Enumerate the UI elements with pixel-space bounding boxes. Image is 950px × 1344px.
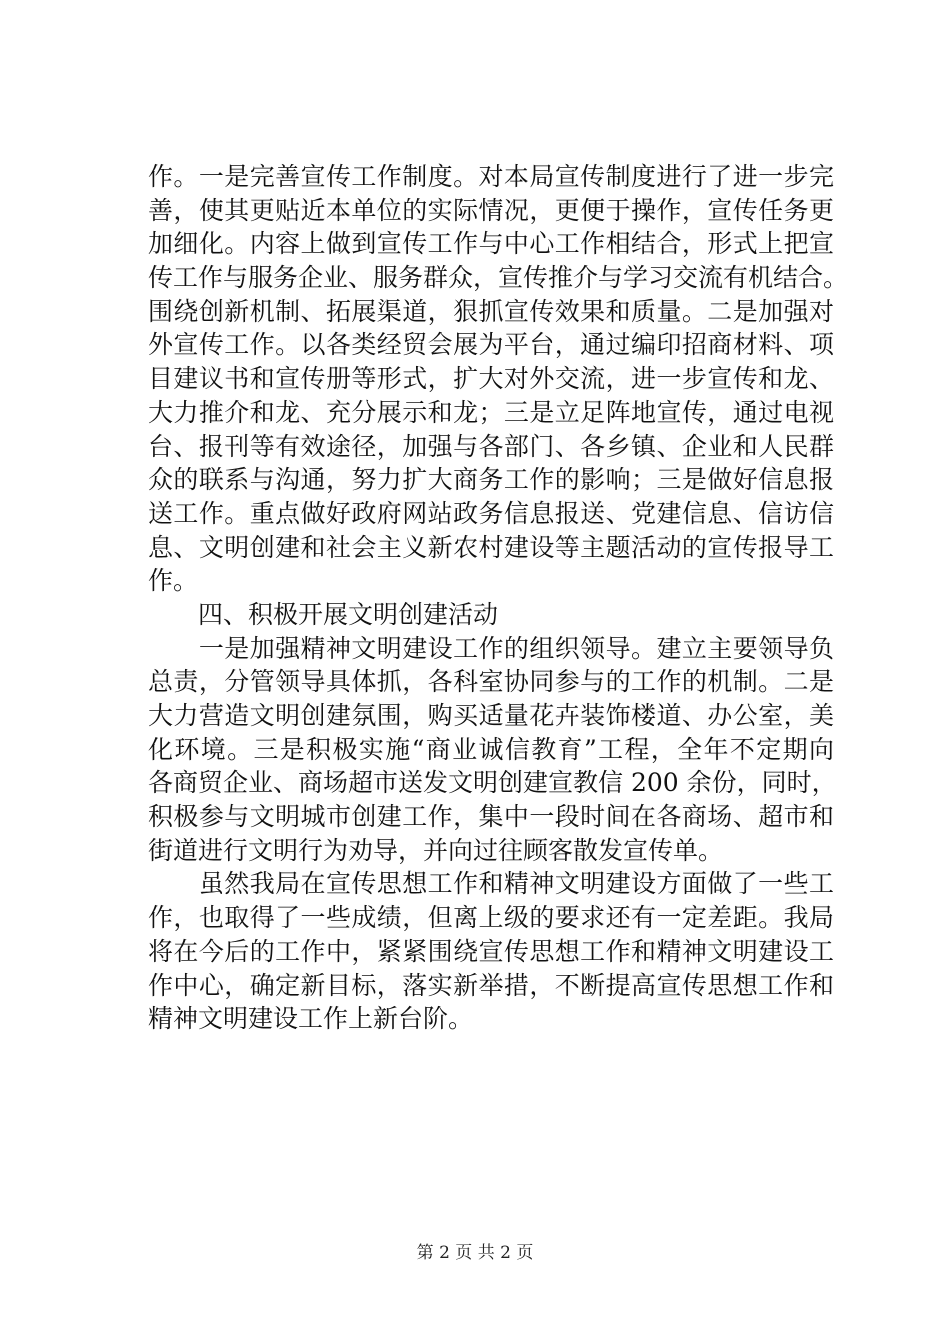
text-line: 一是加强精神文明建设工作的组织领导。建立主要领导负 <box>148 633 834 663</box>
text-line: 精神文明建设工作上新台阶。 <box>148 1004 474 1034</box>
page-number-footer: 第 2 页 共 2 页 <box>416 1243 534 1263</box>
text-line: 大力推介和龙、充分展示和龙；三是立足阵地宣传，通过电视 <box>148 397 834 427</box>
text-line: 善，使其更贴近本单位的实际情况，更便于操作，宣传任务更 <box>148 195 834 225</box>
text-line: 虽然我局在宣传思想工作和精神文明建设方面做了一些工 <box>148 869 834 899</box>
text-line: 街道进行文明行为劝导，并向过往顾客散发宣传单。 <box>148 835 724 865</box>
section-heading: 四、积极开展文明创建活动 <box>148 599 499 629</box>
text-line: 送工作。重点做好政府网站政务信息报送、党建信息、信访信 <box>148 498 834 528</box>
text-line: 作。 <box>148 566 199 596</box>
text-line: 作，也取得了一些成绩，但离上级的要求还有一定差距。我局 <box>148 903 834 933</box>
text-line: 作。一是完善宣传工作制度。对本局宣传制度进行了进一步完 <box>148 162 834 191</box>
document-body <box>148 160 849 1036</box>
text-line: 传工作与服务企业、服务群众，宣传推介与学习交流有机结合。 <box>148 263 849 293</box>
text-line: 众的联系与沟通，努力扩大商务工作的影响；三是做好信息报 <box>148 465 834 495</box>
text-line: 大力营造文明创建氛围，购买适量花卉装饰楼道、办公室，美 <box>148 701 834 730</box>
text-line: 各商贸企业、商场超市送发文明创建宣教信 200 余份，同时， <box>148 768 837 798</box>
text-line: 围绕创新机制、拓展渠道，狠抓宣传效果和质量。二是加强对 <box>148 296 834 326</box>
text-line: 外宣传工作。以各类经贸会展为平台，通过编印招商材料、项 <box>148 330 834 360</box>
text-line: 作中心，确定新目标，落实新举措，不断提高宣传思想工作和 <box>148 970 834 1000</box>
text-line: 息、文明创建和社会主义新农村建设等主题活动的宣传报导工 <box>148 532 834 562</box>
text-line: 将在今后的工作中，紧紧围绕宣传思想工作和精神文明建设工 <box>148 936 834 966</box>
text-line: 加细化。内容上做到宣传工作与中心工作相结合，形式上把宣 <box>148 229 834 259</box>
text-line: 目建议书和宣传册等形式，扩大对外交流，进一步宣传和龙、 <box>148 364 834 394</box>
text-line: 化环境。三是积极实施“商业诚信教育”工程，全年不定期向 <box>148 734 834 764</box>
text-line: 积极参与文明城市创建工作，集中一段时间在各商场、超市和 <box>148 802 834 832</box>
text-line: 台、报刊等有效途径，加强与各部门、各乡镇、企业和人民群 <box>148 431 834 461</box>
text-line: 总责，分管领导具体抓，各科室协同参与的工作的机制。二是 <box>148 667 834 697</box>
